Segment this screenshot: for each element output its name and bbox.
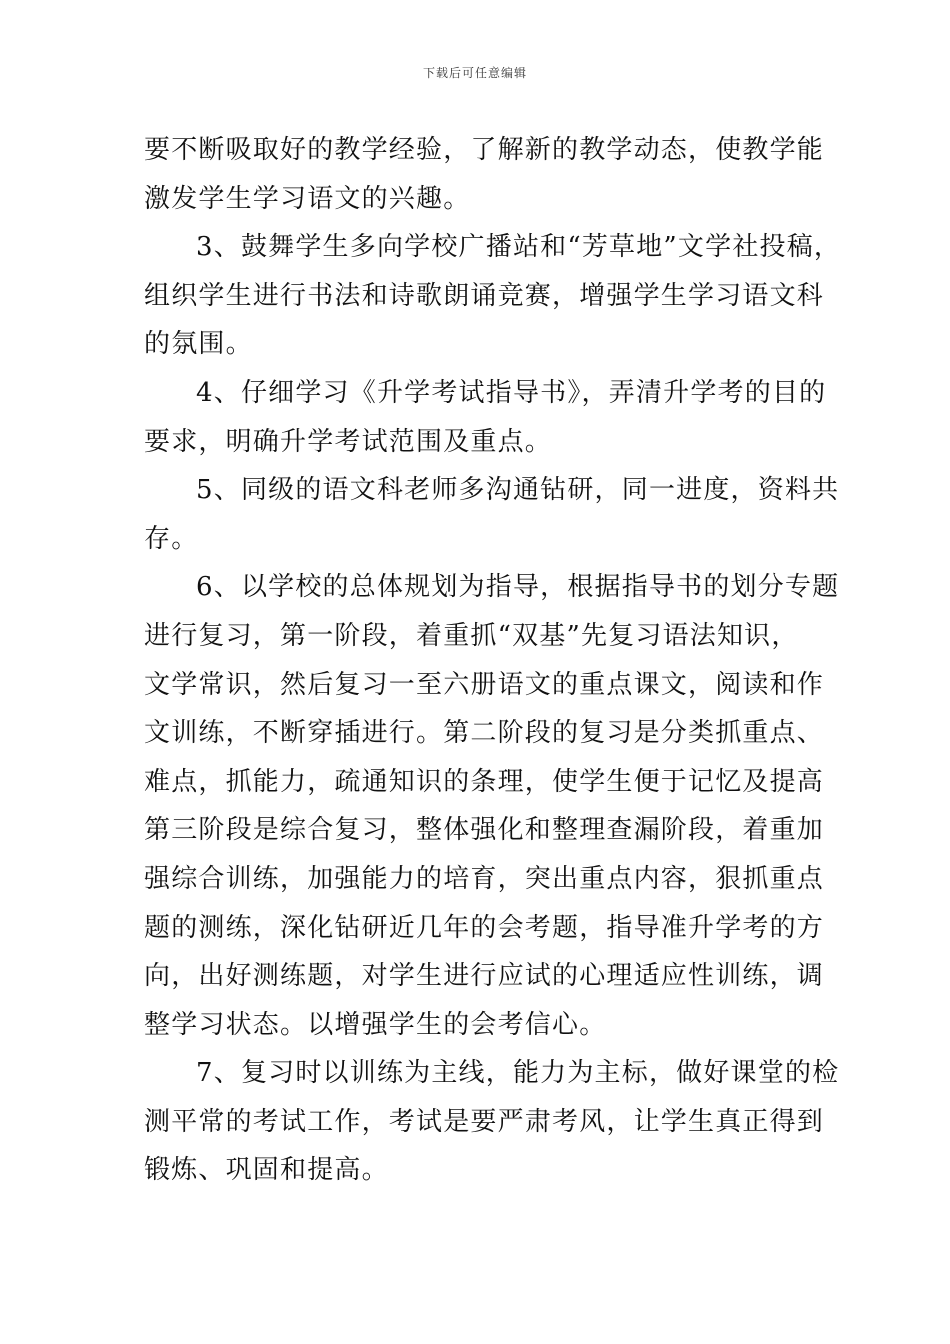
page-header: 下载后可任意编辑 — [422, 66, 527, 80]
text-line: 要不断吸取好的教学经验，了解新的教学动态，使教学能 — [144, 135, 825, 165]
text-line: 存。 — [144, 523, 199, 554]
text-line: 测平常的考试工作，考试是要严肃考风，让学生真正得到 — [144, 1106, 825, 1137]
text-line: 5、同级的语文科老师多沟通钻研，同一进度，资料共 — [196, 475, 840, 506]
text-line: 锻炼、巩固和提高。 — [144, 1155, 389, 1186]
text-line: 组织学生进行书法和诗歌朗诵竞赛，增强学生学习语文科 — [144, 280, 825, 311]
text-line: 要求，明确升学考试范围及重点。 — [144, 426, 553, 457]
text-line: 第三阶段是综合复习，整体强化和整理查漏阶段，着重加 — [144, 815, 825, 846]
text-line: 的氛围。 — [144, 329, 253, 360]
text-line: 整学习状态。以增强学生的会考信心。 — [144, 1009, 607, 1040]
text-line: 向，出好测练题，对学生进行应试的心理适应性训练，调 — [144, 961, 825, 992]
text-line: 难点，抓能力，疏通知识的条理，使学生便于记忆及提高 — [144, 766, 825, 797]
text-line: 7、复习时以训练为主线，能力为主标，做好课堂的检 — [196, 1058, 840, 1089]
text-line: 进行复习，第一阶段，着重抓“双基”先复习语法知识， — [144, 620, 799, 651]
text-line: 激发学生学习语文的兴趣。 — [144, 183, 471, 214]
document-body — [144, 126, 842, 1195]
text-line: 6、以学校的总体规划为指导，根据指导书的划分专题 — [196, 572, 840, 603]
text-line: 文学常识，然后复习一至六册语文的重点课文，阅读和作 — [144, 669, 825, 700]
text-line: 4、仔细学习《升学考试指导书》，弄清升学考的目的 — [196, 377, 827, 408]
text-line: 强综合训练，加强能力的培育，突出重点内容，狠抓重点 — [144, 863, 825, 894]
text-line: 3、鼓舞学生多向学校广播站和“芳草地”文学社投稿， — [196, 232, 842, 263]
text-line: 题的测练，深化钻研近几年的会考题，指导准升学考的方 — [144, 912, 825, 943]
text-line: 文训练，不断穿插进行。第二阶段的复习是分类抓重点、 — [144, 718, 825, 749]
